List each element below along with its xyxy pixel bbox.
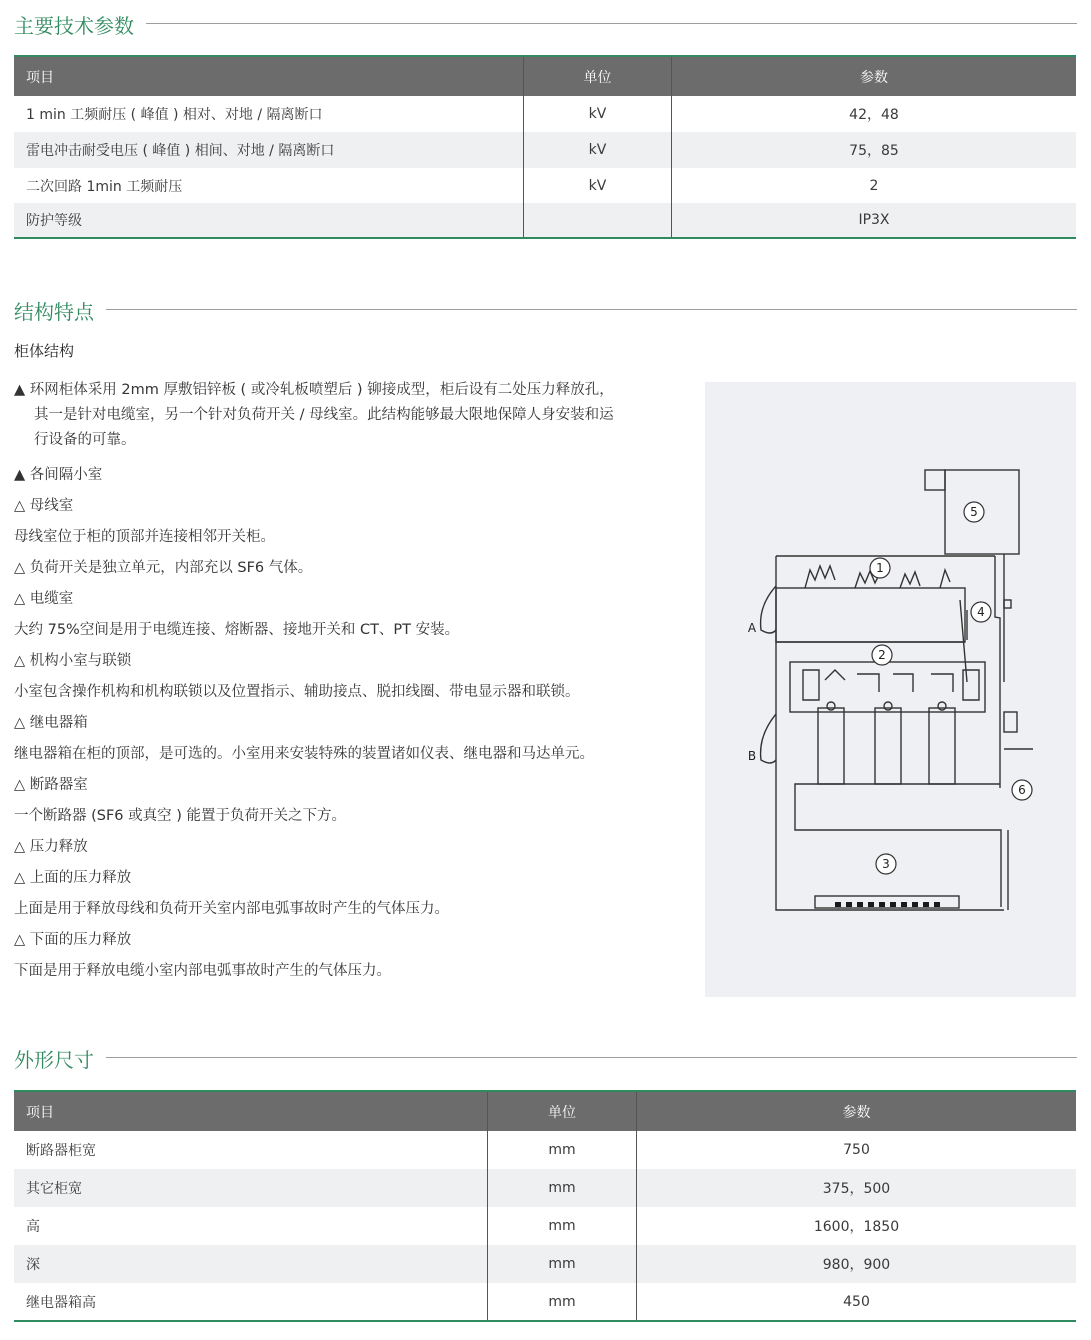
table-row (14, 1207, 1076, 1245)
cell-item: 1 min 工频耐压 ( 峰值 ) 相对、对地 / 隔离断口 (26, 107, 323, 123)
cell-param: 750 (637, 1131, 1077, 1169)
header-param: 参数 (637, 1091, 1077, 1131)
cell-param: 75，85 (672, 132, 1077, 168)
text-line: △ 断路器室 (14, 777, 88, 793)
header-item: 项目 (14, 56, 524, 96)
table-row (14, 1131, 1076, 1169)
cell-item: 雷电冲击耐受电压 ( 峰值 ) 相间、对地 / 隔离断口 (14, 132, 524, 168)
text-line: △ 电缆室 (14, 591, 74, 607)
label-A: A (747, 621, 757, 635)
cell-unit: mm (488, 1245, 637, 1283)
intro-paragraph: ▲ 环网柜体采用 2mm 厚敷铝锌板 ( 或冷轧板喷塑后 ) 铆接成型，柜后设有二处压力释放孔，其一是针对电缆室，另一个针对负荷开关 / 母线室。此结构能够最大限地保障人身安装和运行设备的可靠。 (14, 382, 614, 448)
text-line: △ 压力释放 (14, 839, 88, 855)
text-line: △ 机构小室与联锁 (14, 653, 132, 669)
text-line: △ 上面的压力释放 (14, 870, 132, 886)
cell-unit: mm (488, 1131, 637, 1169)
cell-param: 980，900 (637, 1245, 1077, 1283)
cell-param: IP3X (672, 203, 1077, 238)
vent-slots (835, 902, 940, 907)
section-structure (14, 296, 1077, 326)
section-title: 外形尺寸 (14, 1044, 106, 1073)
cell-unit: kV (524, 168, 672, 203)
structure-text (14, 378, 624, 987)
cabinet-diagram (705, 382, 1076, 997)
section-rule (14, 23, 1077, 24)
cell-unit: mm (488, 1207, 637, 1245)
text-line: 继电器箱在柜的顶部，是可选的。小室用来安装特殊的装置诸如仪表、继电器和马达单元。 (14, 746, 594, 762)
section-rule (14, 309, 1077, 310)
text-line: △ 负荷开关是独立单元，内部充以 SF6 气体。 (14, 560, 313, 576)
cell-unit: kV (524, 96, 672, 132)
section-dimensions (14, 1044, 1077, 1074)
text-line: △ 继电器箱 (14, 715, 88, 731)
text-line: △ 母线室 (14, 498, 74, 514)
label-3: 3 (882, 857, 890, 871)
cell-item: 断路器柜宽 (26, 1143, 96, 1159)
cell-item: 其它柜宽 (14, 1169, 488, 1207)
table-header-row (14, 1091, 1076, 1131)
section-rule (14, 1057, 1077, 1058)
cell-unit: kV (524, 132, 672, 168)
text-line: 一个断路器 (SF6 或真空 ) 能置于负荷开关之下方。 (14, 808, 347, 824)
section-title: 主要技术参数 (14, 10, 146, 39)
table-row (14, 1245, 1076, 1283)
section-title: 结构特点 (14, 296, 106, 325)
cell-unit: mm (488, 1283, 637, 1321)
text-line: △ 下面的压力释放 (14, 932, 132, 948)
cell-item: 继电器箱高 (26, 1294, 96, 1311)
header-param: 参数 (672, 56, 1077, 96)
table-row (14, 168, 1076, 203)
label-2: 2 (878, 648, 886, 662)
section-tech-params (14, 10, 1077, 40)
text-line: ▲ 各间隔小室 (14, 467, 103, 483)
text-line: 大约 75%空间是用于电缆连接、熔断器、接地开关和 CT、PT 安装。 (14, 622, 460, 638)
cell-unit (524, 203, 672, 238)
header-unit: 单位 (488, 1091, 637, 1131)
label-B: B (747, 749, 757, 763)
cell-param: 375，500 (637, 1169, 1077, 1207)
text-line: 上面是用于释放母线和负荷开关室内部电弧事故时产生的气体压力。 (14, 901, 449, 917)
text-line: 下面是用于释放电缆小室内部电弧事故时产生的气体压力。 (14, 963, 391, 979)
cell-param: 1600，1850 (637, 1207, 1077, 1245)
label-1: 1 (876, 561, 884, 575)
table-row (14, 203, 1076, 238)
header-item: 项目 (14, 1091, 488, 1131)
dimensions-table (14, 1090, 1076, 1322)
cell-unit: mm (488, 1169, 637, 1207)
header-unit: 单位 (524, 56, 672, 96)
tech-params-table (14, 55, 1076, 239)
cell-item: 高 (26, 1219, 40, 1235)
table-row (14, 132, 1076, 168)
table-row (14, 96, 1076, 132)
text-line: 小室包含操作机构和机构联锁以及位置指示、辅助接点、脱扣线圈、带电显示器和联锁。 (14, 684, 580, 700)
cell-item: 二次回路 1min 工频耐压 (26, 178, 183, 195)
table-row (14, 1169, 1076, 1207)
cabinet-drawing (705, 382, 1076, 997)
structure-subtitle: 柜体结构 (14, 342, 75, 360)
table-header-row (14, 56, 1076, 96)
text-line: 母线室位于柜的顶部并连接相邻开关柜。 (14, 529, 275, 545)
cell-item: 防护等级 (14, 203, 524, 238)
cell-param: 42，48 (672, 96, 1077, 132)
label-5: 5 (970, 505, 978, 519)
label-6: 6 (1018, 783, 1026, 797)
table-row (14, 1283, 1076, 1321)
cell-param: 450 (637, 1283, 1077, 1321)
label-4: 4 (977, 605, 985, 619)
cell-param: 2 (672, 168, 1077, 203)
cell-item: 深 (14, 1245, 488, 1283)
